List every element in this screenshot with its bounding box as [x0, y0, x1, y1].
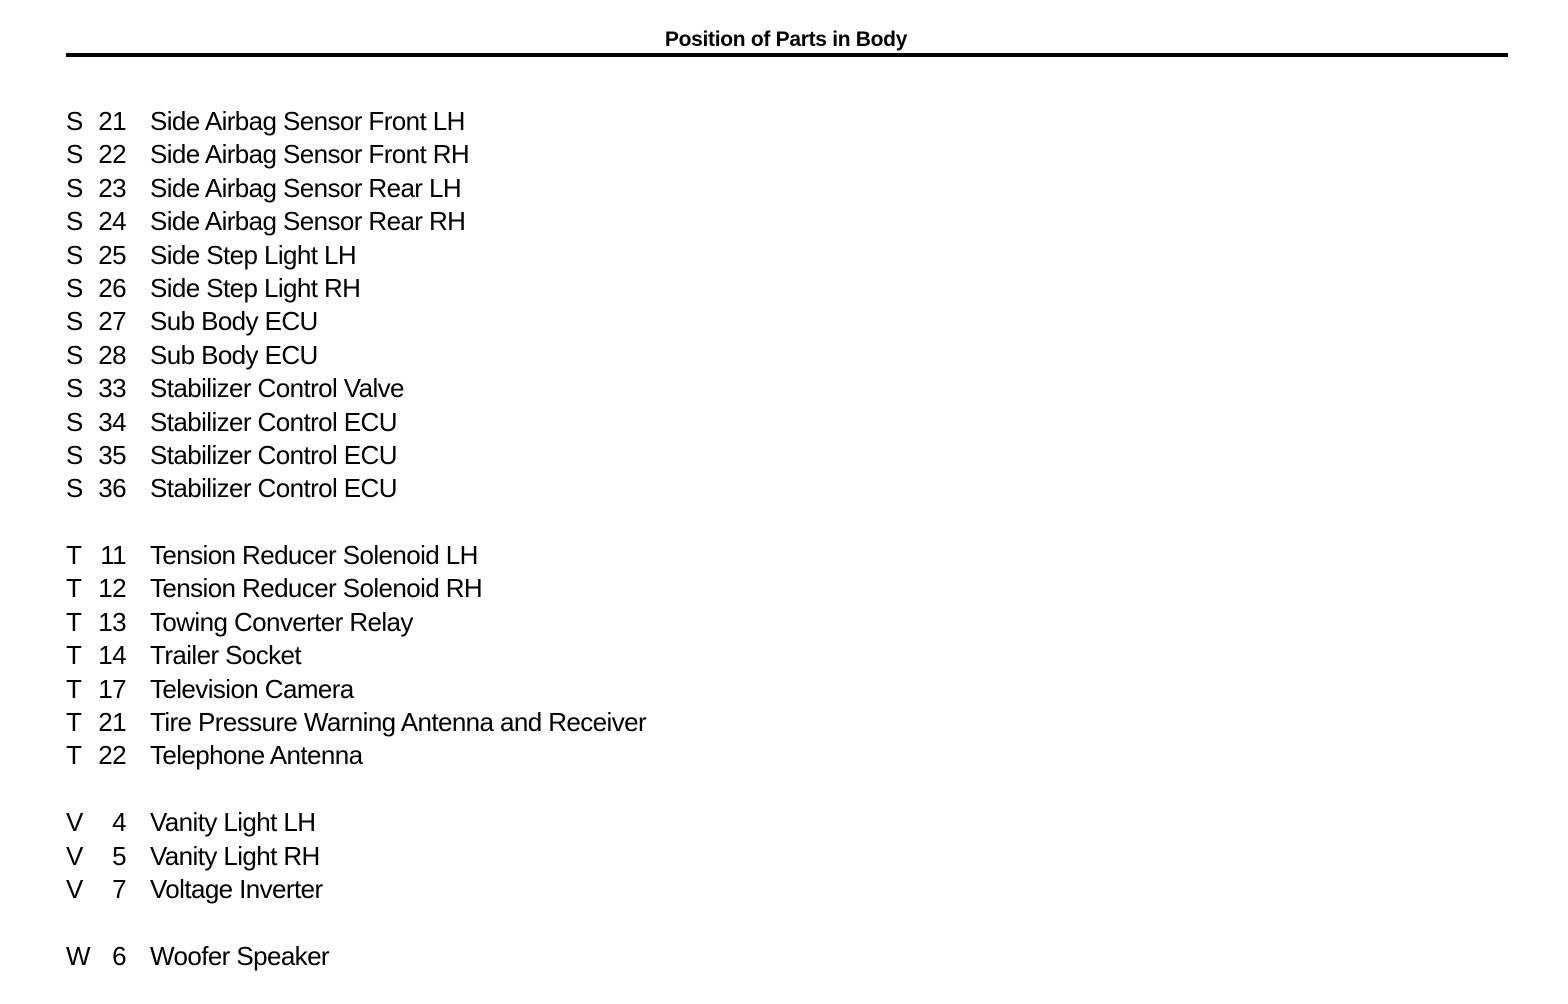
part-number: 13	[98, 606, 126, 637]
part-code: S	[66, 172, 83, 203]
part-group-s	[66, 105, 966, 506]
part-code: S	[66, 439, 83, 470]
part-number: 23	[98, 172, 126, 203]
part-code: S	[66, 406, 83, 437]
part-number: 22	[98, 139, 126, 170]
part-code: S	[66, 373, 83, 404]
part-number: 24	[98, 206, 126, 237]
part-code: S	[66, 206, 83, 237]
part-row	[66, 606, 966, 639]
part-code: V	[66, 807, 83, 838]
part-row	[66, 305, 966, 338]
part-row	[66, 138, 966, 171]
part-number: 12	[98, 573, 126, 604]
part-number: 7	[112, 873, 126, 904]
part-row	[66, 172, 966, 205]
part-name: Side Step Light RH	[150, 272, 361, 303]
part-code: S	[66, 272, 83, 303]
part-number: 27	[98, 306, 126, 337]
part-name: Stabilizer Control ECU	[150, 473, 397, 504]
part-name: Tension Reducer Solenoid LH	[150, 540, 478, 571]
part-number: 22	[98, 740, 126, 771]
part-code: T	[66, 640, 82, 671]
part-number: 21	[98, 707, 126, 738]
part-code: T	[66, 740, 82, 771]
part-row	[66, 806, 966, 839]
title-divider	[66, 53, 1508, 57]
part-number: 14	[98, 640, 126, 671]
part-number: 21	[98, 106, 126, 136]
part-code: S	[66, 239, 83, 270]
part-number: 28	[98, 339, 126, 370]
part-row	[66, 239, 966, 272]
part-name: Stabilizer Control ECU	[150, 406, 397, 437]
part-number: 5	[112, 840, 126, 871]
part-name: Towing Converter Relay	[150, 606, 413, 637]
part-name: Voltage Inverter	[150, 873, 323, 904]
part-row	[66, 572, 966, 605]
part-name: Stabilizer Control Valve	[150, 373, 404, 404]
part-code: T	[66, 606, 82, 637]
part-row	[66, 873, 966, 906]
part-row	[66, 739, 966, 772]
part-code: W	[66, 940, 90, 971]
part-row	[66, 539, 966, 572]
part-name: Stabilizer Control ECU	[150, 439, 397, 470]
part-name: Woofer Speaker	[150, 940, 329, 971]
part-number: 26	[98, 272, 126, 303]
part-code: S	[66, 473, 83, 504]
part-number: 4	[112, 807, 126, 838]
part-name: Trailer Socket	[150, 640, 302, 671]
part-name: Sub Body ECU	[150, 306, 318, 337]
part-name: Vanity Light RH	[150, 840, 320, 871]
part-group-w	[66, 940, 966, 973]
part-code: V	[66, 873, 83, 904]
part-number: 6	[112, 940, 126, 971]
part-row	[66, 272, 966, 305]
part-row	[66, 105, 966, 138]
part-name: Tire Pressure Warning Antenna and Receiver	[150, 707, 647, 738]
part-row	[66, 472, 966, 505]
part-number: 25	[98, 239, 126, 270]
part-number: 35	[98, 439, 126, 470]
part-number: 11	[100, 540, 126, 571]
parts-list	[66, 105, 966, 973]
part-name: Side Step Light LH	[150, 239, 357, 270]
part-row	[66, 639, 966, 672]
part-name: Sub Body ECU	[150, 339, 318, 370]
part-name: Telephone Antenna	[150, 740, 363, 771]
part-name: Side Airbag Sensor Front LH	[150, 106, 465, 136]
part-name: Television Camera	[150, 673, 354, 704]
part-number: 17	[98, 673, 126, 704]
part-row	[66, 372, 966, 405]
part-name: Side Airbag Sensor Rear LH	[150, 172, 462, 203]
part-row	[66, 673, 966, 706]
part-group-t	[66, 539, 966, 773]
part-code: V	[66, 840, 83, 871]
part-code: T	[66, 540, 82, 571]
part-code: S	[66, 139, 83, 170]
page-title: Position of Parts in Body	[664, 28, 908, 51]
part-row	[66, 439, 966, 472]
part-group-v	[66, 806, 966, 906]
part-number: 36	[98, 473, 126, 504]
part-code: T	[66, 673, 82, 704]
part-name: Tension Reducer Solenoid RH	[150, 573, 483, 604]
part-name: Side Airbag Sensor Front RH	[150, 139, 470, 170]
part-number: 34	[98, 406, 126, 437]
part-code: S	[66, 306, 83, 337]
part-row	[66, 339, 966, 372]
part-row	[66, 840, 966, 873]
part-code: S	[66, 339, 83, 370]
part-code: T	[66, 573, 82, 604]
part-row	[66, 205, 966, 238]
part-name: Vanity Light LH	[150, 807, 316, 838]
part-number: 33	[98, 373, 126, 404]
part-row	[66, 940, 966, 973]
part-name: Side Airbag Sensor Rear RH	[150, 206, 466, 237]
part-row	[66, 406, 966, 439]
part-code: S	[66, 106, 83, 136]
part-code: T	[66, 707, 82, 738]
part-row	[66, 706, 966, 739]
